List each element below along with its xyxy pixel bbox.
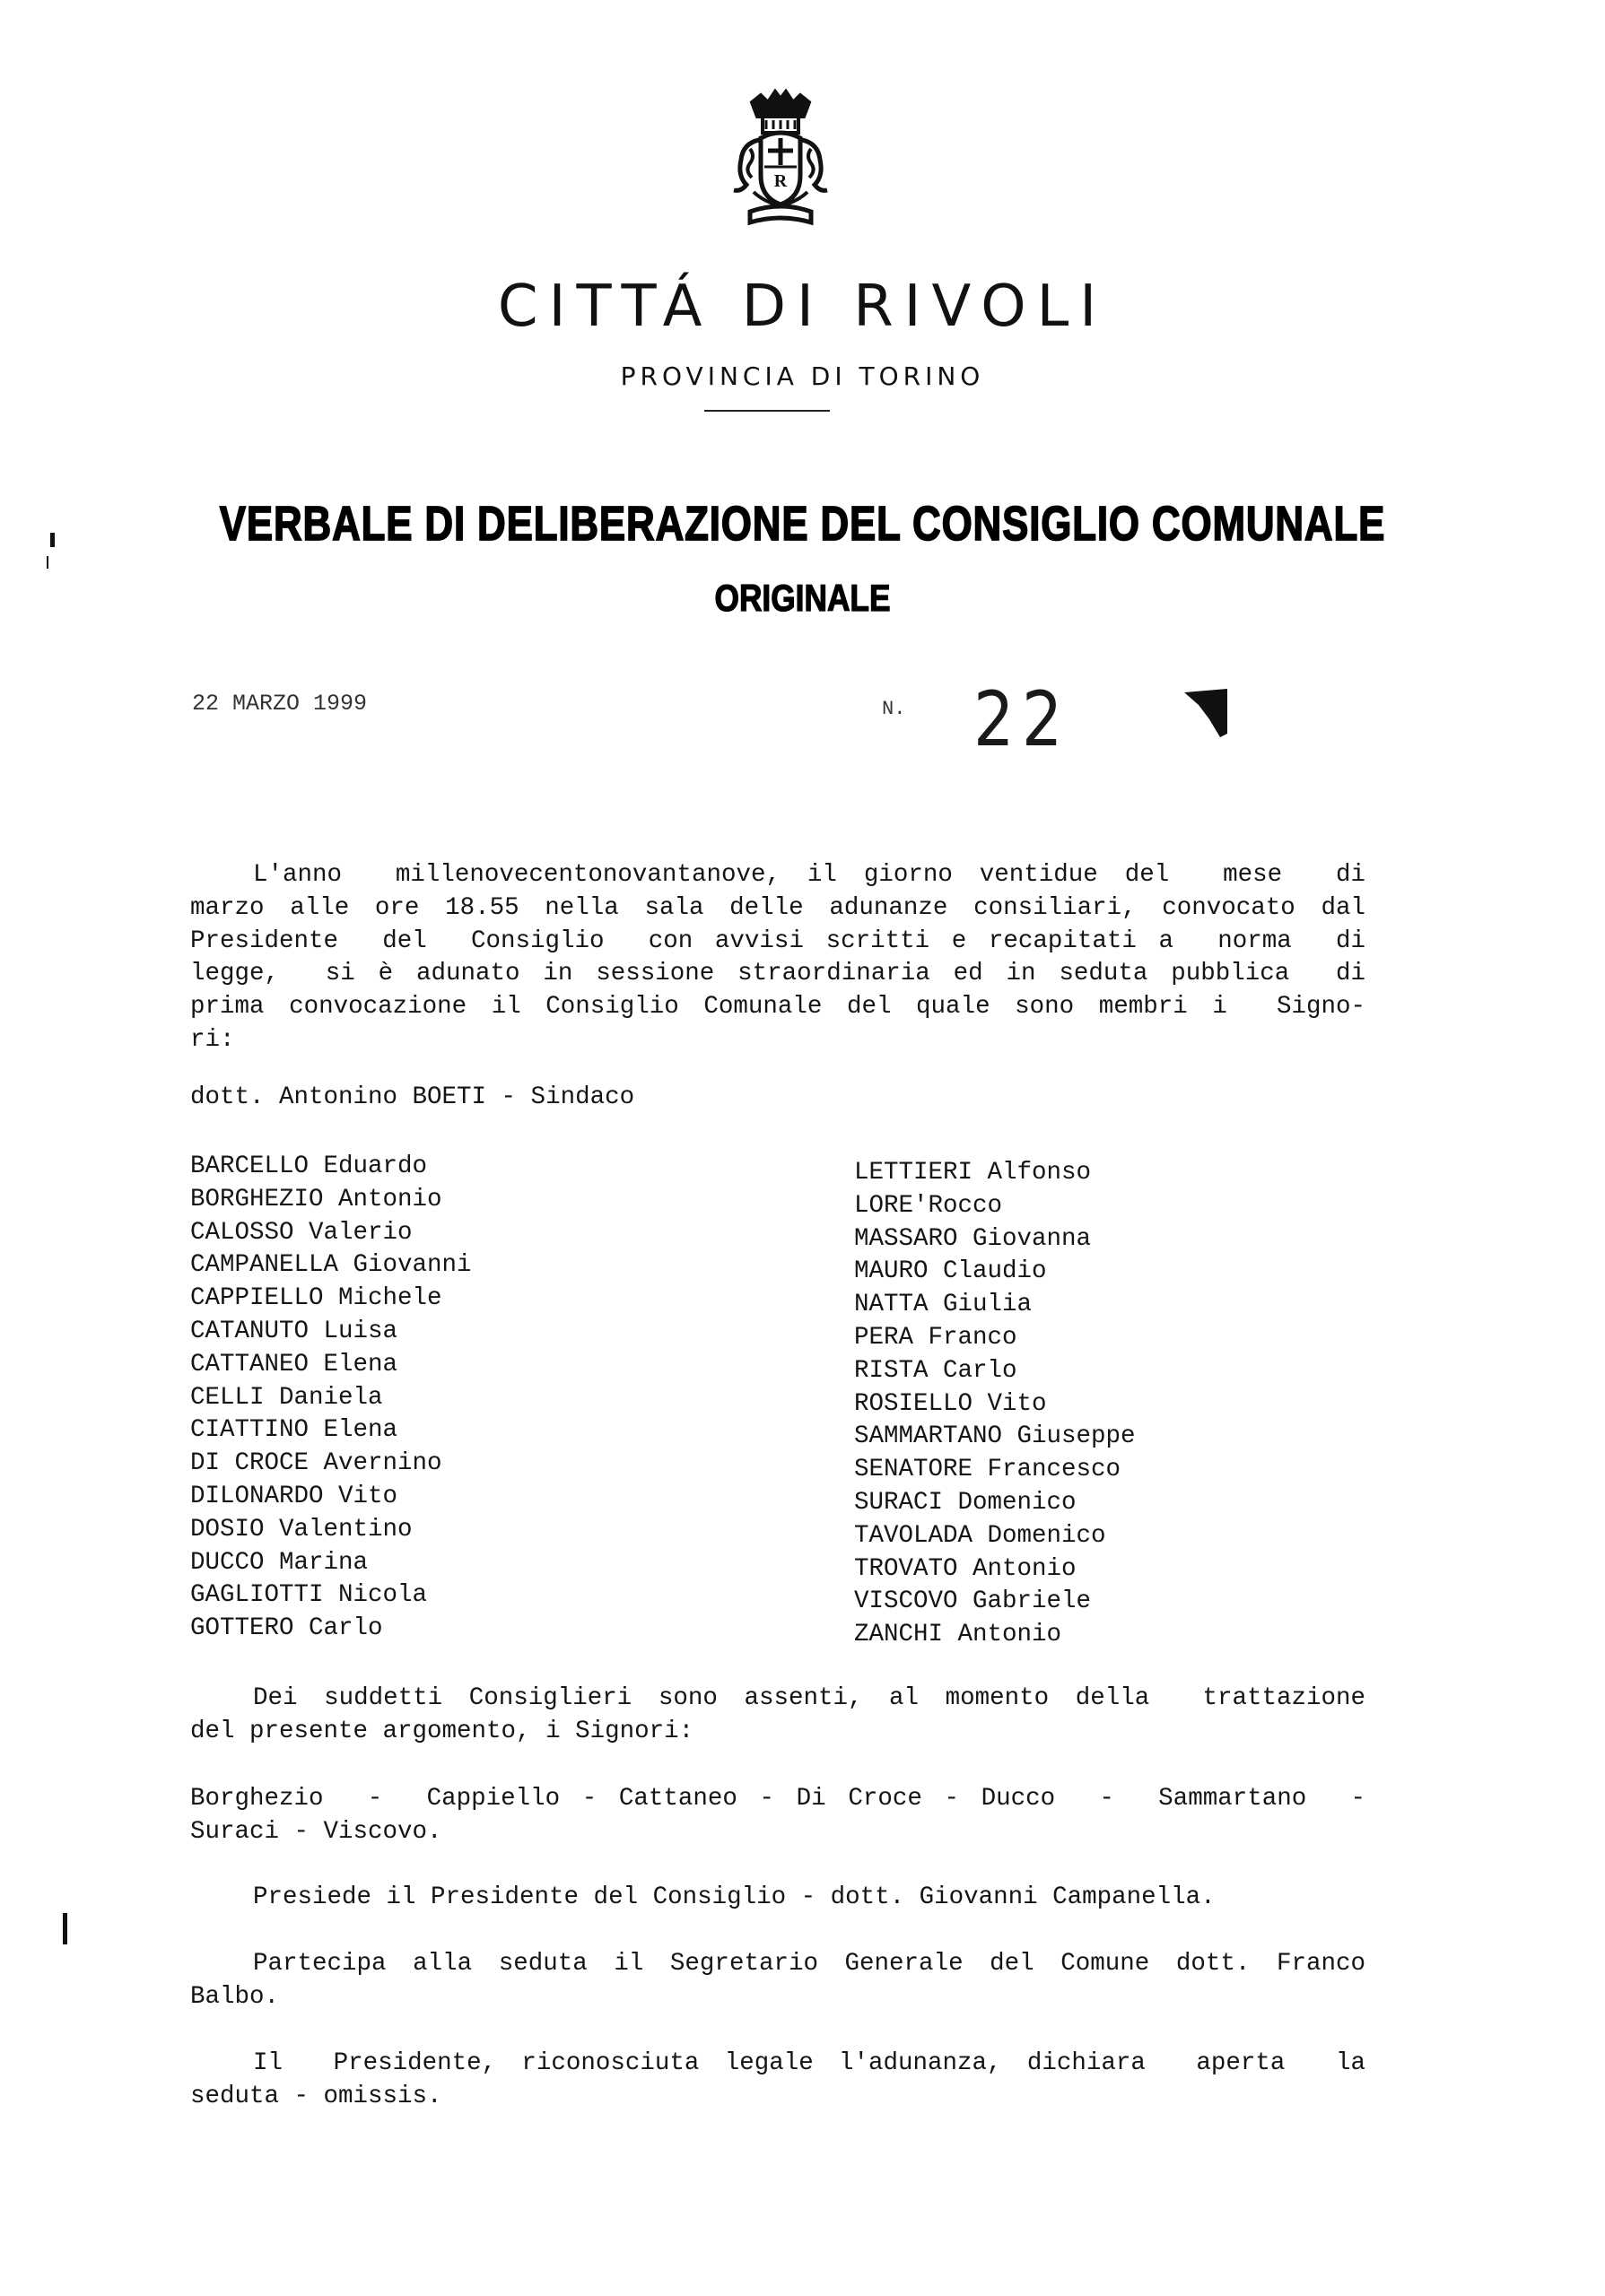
member-name: CELLI Daniela xyxy=(190,1383,383,1412)
member-name: MAURO Claudio xyxy=(854,1257,1047,1286)
member-name: CALOSSO Valerio xyxy=(190,1218,413,1247)
member-name: SURACI Domenico xyxy=(854,1488,1077,1517)
intro-line: legge, si è adunato in sessione straordinaria ed in seduta pubblica di xyxy=(190,960,1365,988)
member-name: ZANCHI Antonio xyxy=(854,1621,1062,1649)
members-list-right xyxy=(854,1157,1136,1652)
secretary-line: Balbo. xyxy=(190,1982,280,2011)
member-name: RISTA Carlo xyxy=(854,1356,1017,1385)
opening-paragraph xyxy=(190,2048,1365,2114)
absent-line: Borghezio - Cappiello - Cattaneo - Di Croce - Ducco - Sammartano - xyxy=(190,1785,1365,1813)
member-name: SENATORE Francesco xyxy=(854,1456,1121,1484)
header-divider xyxy=(704,410,830,412)
member-name: LORE'Rocco xyxy=(854,1191,1003,1220)
member-name: GOTTERO Carlo xyxy=(190,1614,383,1643)
absent-intro-line: del presente argomento, i Signori: xyxy=(190,1717,694,1745)
member-name: CATANUTO Luisa xyxy=(190,1317,398,1345)
member-name: CIATTINO Elena xyxy=(190,1416,398,1445)
member-name: DUCCO Marina xyxy=(190,1548,369,1577)
absent-intro-paragraph xyxy=(190,1683,1365,1749)
presides-paragraph xyxy=(190,1882,1365,1915)
member-name: GAGLIOTTI Nicola xyxy=(190,1581,428,1610)
deliberation-number: 22 xyxy=(973,675,1070,763)
member-name: LETTIERI Alfonso xyxy=(854,1159,1092,1187)
margin-mark xyxy=(63,1913,67,1944)
member-name: MASSARO Giovanna xyxy=(854,1224,1092,1253)
intro-line: prima convocazione il Consiglio Comunale del quale sono membri i Signo- xyxy=(190,993,1365,1022)
absent-line: Suraci - Viscovo. xyxy=(190,1817,442,1846)
member-name: PERA Franco xyxy=(854,1323,1017,1352)
document-title: VERBALE DI DELIBERAZIONE DEL CONSIGLIO COMUNALE xyxy=(219,496,1386,551)
intro-line: ri: xyxy=(190,1025,235,1054)
presides-line: Presiede il Presidente del Consiglio - dott. Giovanni Campanella. xyxy=(253,1883,1216,1911)
absent-intro-line: Dei suddetti Consiglieri sono assenti, al momento della trattazione xyxy=(253,1684,1365,1712)
member-name: DILONARDO Vito xyxy=(190,1482,398,1510)
member-name: TROVATO Antonio xyxy=(854,1554,1077,1583)
member-name: CAMPANELLA Giovanni xyxy=(190,1251,472,1280)
svg-text:R: R xyxy=(773,171,788,191)
coat-of-arms-logo xyxy=(727,86,834,231)
opening-line: seduta - omissis. xyxy=(190,2082,442,2110)
member-name: DOSIO Valentino xyxy=(190,1515,413,1544)
province-name: PROVINCIA DI TORINO xyxy=(620,361,985,391)
absent-members-list xyxy=(190,1783,1365,1849)
member-name: CAPPIELLO Michele xyxy=(190,1284,442,1313)
member-name: BORGHEZIO Antonio xyxy=(190,1185,442,1213)
stamp-mark xyxy=(1184,683,1227,746)
document-subtitle: ORIGINALE xyxy=(714,577,891,619)
member-name: ROSIELLO Vito xyxy=(854,1389,1047,1418)
intro-line: marzo alle ore 18.55 nella sala delle adunanze consiliari, convocato dal xyxy=(190,893,1365,922)
secretary-paragraph xyxy=(190,1948,1365,2014)
member-name: SAMMARTANO Giuseppe xyxy=(854,1422,1136,1451)
member-name: DI CROCE Avernino xyxy=(190,1449,442,1478)
number-label: N. xyxy=(882,698,906,720)
intro-line: Presidente del Consiglio con avvisi scritti e recapitati a norma di xyxy=(190,926,1365,955)
intro-paragraph xyxy=(190,859,1365,1057)
intro-line: L'anno millenovecentonovantanove, il giorno ventidue del mese di xyxy=(253,861,1365,889)
city-name: CITTÁ DI RIVOLI xyxy=(497,274,1108,340)
member-name: CATTANEO Elena xyxy=(190,1350,398,1378)
document-date: 22 MARZO 1999 xyxy=(192,691,368,717)
member-name: VISCOVO Gabriele xyxy=(854,1587,1092,1616)
member-name: NATTA Giulia xyxy=(854,1291,1033,1319)
opening-line: Il Presidente, riconosciuta legale l'adunanza, dichiara aperta la xyxy=(253,2049,1365,2077)
members-list-left xyxy=(190,1151,472,1646)
member-name: TAVOLADA Domenico xyxy=(854,1521,1106,1550)
margin-mark xyxy=(50,533,55,547)
secretary-line: Partecipa alla seduta il Segretario Generale del Comune dott. Franco xyxy=(253,1950,1365,1978)
member-name: BARCELLO Eduardo xyxy=(190,1152,428,1180)
mayor-line: dott. Antonino BOETI - Sindaco xyxy=(190,1083,635,1111)
margin-mark xyxy=(47,556,48,569)
